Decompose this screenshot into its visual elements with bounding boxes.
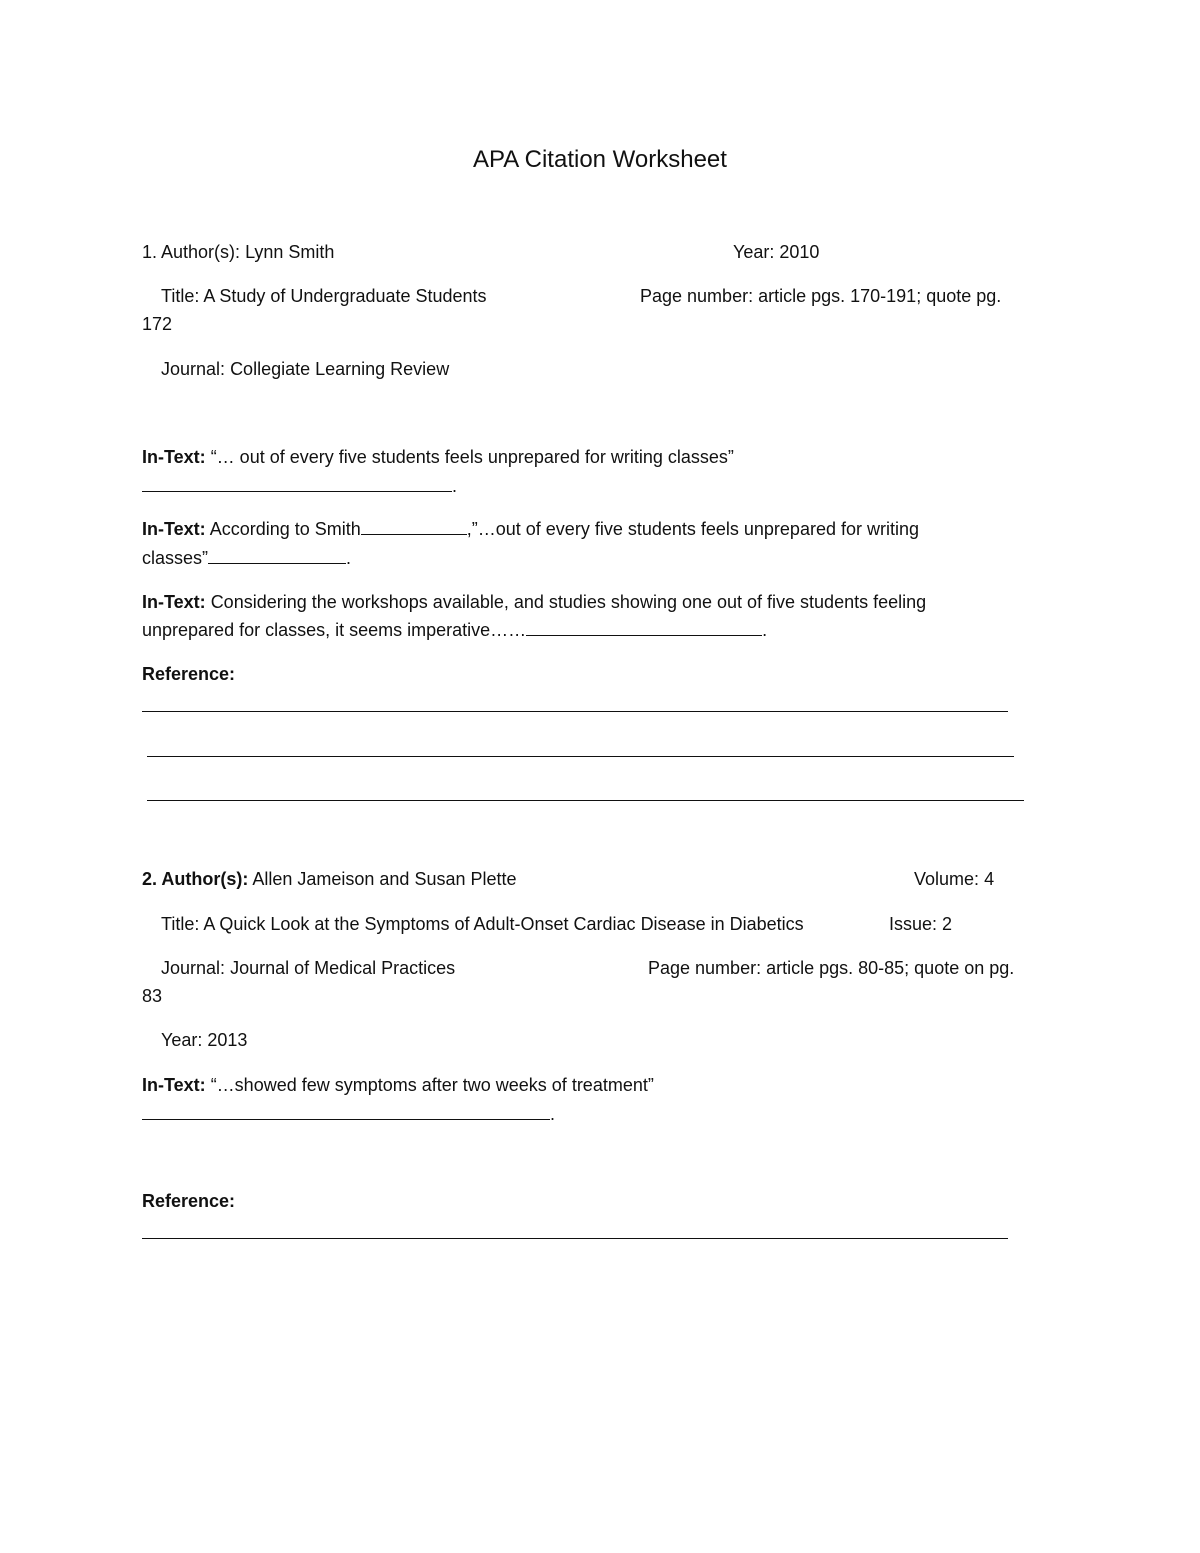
entry1-reference-line-3[interactable]: [147, 800, 1024, 801]
entry1-intext2-blank-1[interactable]: [361, 518, 467, 535]
entry2-reference-label-text: Reference:: [142, 1191, 236, 1211]
entry1-author: Lynn Smith: [245, 242, 335, 262]
entry2-year-line: [161, 1029, 247, 1051]
entry2-journal-line: [161, 957, 455, 979]
entry1-title-label: Title:: [161, 286, 200, 306]
entry2-issue-label: Issue:: [889, 914, 938, 934]
page-title: APA Citation Worksheet: [473, 146, 727, 173]
entry1-journal-line: [161, 358, 449, 380]
entry1-page-label: Page number:: [640, 286, 754, 306]
entry1-year: 2010: [779, 242, 820, 262]
entry1-intext2-a: According to Smith: [209, 519, 361, 539]
entry1-intext1-quote: “… out of every five students feels unprepared for writing classes”: [210, 447, 734, 467]
entry2-page: article pgs. 80-85; quote on pg.: [766, 958, 1015, 978]
entry1-page-wrap: 172: [142, 314, 173, 334]
entry2-title-line: [161, 913, 804, 935]
entry1-journal-label: Journal:: [161, 359, 226, 379]
entry2-author-line: [142, 868, 517, 890]
entry1-page: article pgs. 170-191; quote pg.: [758, 286, 1002, 306]
entry2-volume-line: [914, 868, 994, 890]
entry2-volume: 4: [984, 869, 995, 889]
entry1-intext2-line: [142, 518, 919, 540]
entry2-page-label: Page number:: [648, 958, 762, 978]
entry1-intext2-label: In-Text:: [142, 519, 206, 539]
entry2-author: Allen Jameison and Susan Plette: [252, 869, 517, 889]
entry1-year-line: [733, 241, 819, 263]
entry1-reference-line-1[interactable]: [142, 711, 1008, 712]
entry2-intext-label: In-Text:: [142, 1075, 206, 1095]
entry2-author-label: 2. Author(s):: [142, 869, 249, 889]
entry1-year-label: Year:: [733, 242, 775, 262]
entry2-title-label: Title:: [161, 914, 200, 934]
entry2-year-label: Year:: [161, 1030, 203, 1050]
entry1-reference-label: [142, 663, 235, 685]
entry2-issue: 2: [942, 914, 953, 934]
entry2-volume-label: Volume:: [914, 869, 980, 889]
entry1-intext1-label: In-Text:: [142, 447, 206, 467]
entry2-intext-line: [142, 1074, 654, 1096]
entry2-reference-line-1[interactable]: [142, 1238, 1008, 1239]
entry1-intext1-period: .: [452, 476, 458, 496]
entry2-intext-blank[interactable]: [142, 1103, 550, 1120]
entry1-author-label: 1. Author(s):: [142, 242, 241, 262]
entry2-intext-answer-line: [142, 1103, 555, 1125]
entry1-author-line: [142, 241, 334, 263]
entry2-issue-line: [889, 913, 952, 935]
entry2-page-line: [648, 957, 1014, 979]
entry1-title: A Study of Undergraduate Students: [203, 286, 487, 306]
entry1-intext2-b: ,”…out of every five students feels unprepared for writing: [466, 519, 919, 539]
entry2-page-wrap: 83: [142, 986, 163, 1006]
entry1-intext3-period: .: [762, 620, 768, 640]
entry1-title-line: [161, 285, 487, 307]
entry2-title: A Quick Look at the Symptoms of Adult-Onset Cardiac Disease in Diabetics: [203, 914, 804, 934]
entry1-reference-line-2[interactable]: [147, 756, 1014, 757]
entry2-journal-label: Journal:: [161, 958, 226, 978]
entry1-intext3-line: [142, 591, 926, 613]
entry1-intext2-c: classes”: [142, 548, 209, 568]
entry2-intext-period: .: [550, 1104, 556, 1124]
entry2-journal: Journal of Medical Practices: [230, 958, 456, 978]
entry1-intext2-period: .: [346, 548, 352, 568]
entry1-page-line: [640, 285, 1001, 307]
entry2-reference-label: [142, 1190, 235, 1212]
entry1-intext3-blank[interactable]: [526, 619, 762, 636]
entry1-intext2-wrap: [142, 547, 351, 569]
entry1-intext1-line: [142, 446, 734, 468]
entry1-journal: Collegiate Learning Review: [230, 359, 450, 379]
entry1-intext3-label: In-Text:: [142, 592, 206, 612]
entry1-intext1-blank[interactable]: [142, 475, 452, 492]
entry1-intext3-wrap: [142, 619, 767, 641]
entry2-intext-quote: “…showed few symptoms after two weeks of treatment”: [210, 1075, 654, 1095]
entry1-intext2-blank-2[interactable]: [208, 547, 346, 564]
entry2-year: 2013: [207, 1030, 248, 1050]
entry1-intext3-a: Considering the workshops available, and studies showing one out of five students feeling: [210, 592, 927, 612]
entry1-intext1-answer-line: [142, 475, 457, 497]
entry1-intext3-b: unprepared for classes, it seems imperative……: [142, 620, 527, 640]
entry1-reference-label-text: Reference:: [142, 664, 236, 684]
